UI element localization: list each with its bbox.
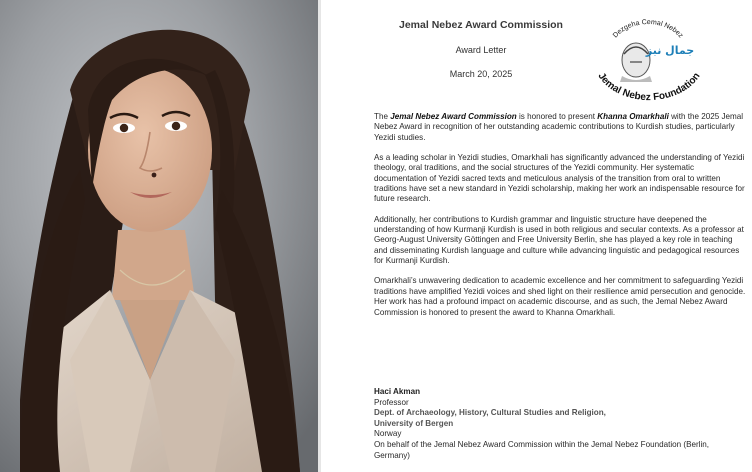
signatory-university: University of Bergen [374,418,454,428]
signatory-department: Dept. of Archaeology, History, Cultural Studies and Religion, [374,408,606,418]
signatory-title: Professor [374,397,409,407]
letter-date: March 20, 2025 [449,69,513,79]
portrait-emblem-icon [586,10,710,106]
commission-title: Jemal Nebez Award Commission [399,19,563,31]
paragraph-linguistics: Additionally, her contributions to Kurdish grammar and linguistic structure have deepened the understanding of how Kurmanji Kurdish is used in both religious and secular contexts. As a professor at Georg-August University Göttingen and Free University Berlin, she has played a key role in teaching and disseminating Kurdish language and culture while advancing linguistic and pedagogical resources for Kurmanji Kurdish. [374,214,744,266]
award-letter-panel [322,0,752,472]
signature-block [374,387,746,461]
foundation-logo [586,10,710,106]
document-type-label: Award Letter [455,45,507,55]
recipient-name-emphasis: Khanna Omarkhali [597,112,669,121]
logo-arc-bottom-text: Jemal Nebez Foundation [595,70,703,104]
paragraph-yezidi-studies: As a leading scholar in Yezidi studies, Omarkhali has significantly advanced the understanding of Yezidi theology, oral traditions, and the social structures of the Yezidi community. Her systematic documentation of Yezidi sacred texts and meticulous analysis of the transition from oral to written traditions have set a new standard in Yezidi scholarship, making her work an indispensable resource for future research. [374,153,745,204]
signatory-name: Haci Akman [374,387,421,396]
portrait-illustration [0,0,318,472]
signatory-behalf-note: On behalf of the Jemal Nebez Award Commission within the Jemal Nebez Foundation (Berlin, Germany) [374,439,710,460]
signatory-country: Norway [374,429,402,439]
paragraph-dedication: Omarkhali’s unwavering dedication to academic excellence and her commitment to safeguarding Yezidi traditions have amplified Yezidi voices and shed light on their resilience amid persecution and genocide. Her work has had a profound impact on academic discourse, and as such, the Jemal Nebez Award Commission is honored to present the award to Khanna Omarkhali. [374,276,746,317]
logo-arc-top-text: Dezgeha Cemal Nebez [612,18,685,40]
recipient-portrait-photo [0,0,318,472]
letter-body [374,112,746,328]
panel-divider [318,0,321,472]
logo-script-text: جمال نبز [645,44,695,57]
paragraph-intro: The Jemal Nebez Award Commission is honored to present Khanna Omarkhali with the 2025 Jemal Nebez Award in recognition of her outstanding academic contributions to Kurdish studies, particularly Yezidi studies. [374,112,744,142]
commission-name-emphasis: Jemal Nebez Award Commission [390,112,517,121]
letterhead [366,19,596,79]
